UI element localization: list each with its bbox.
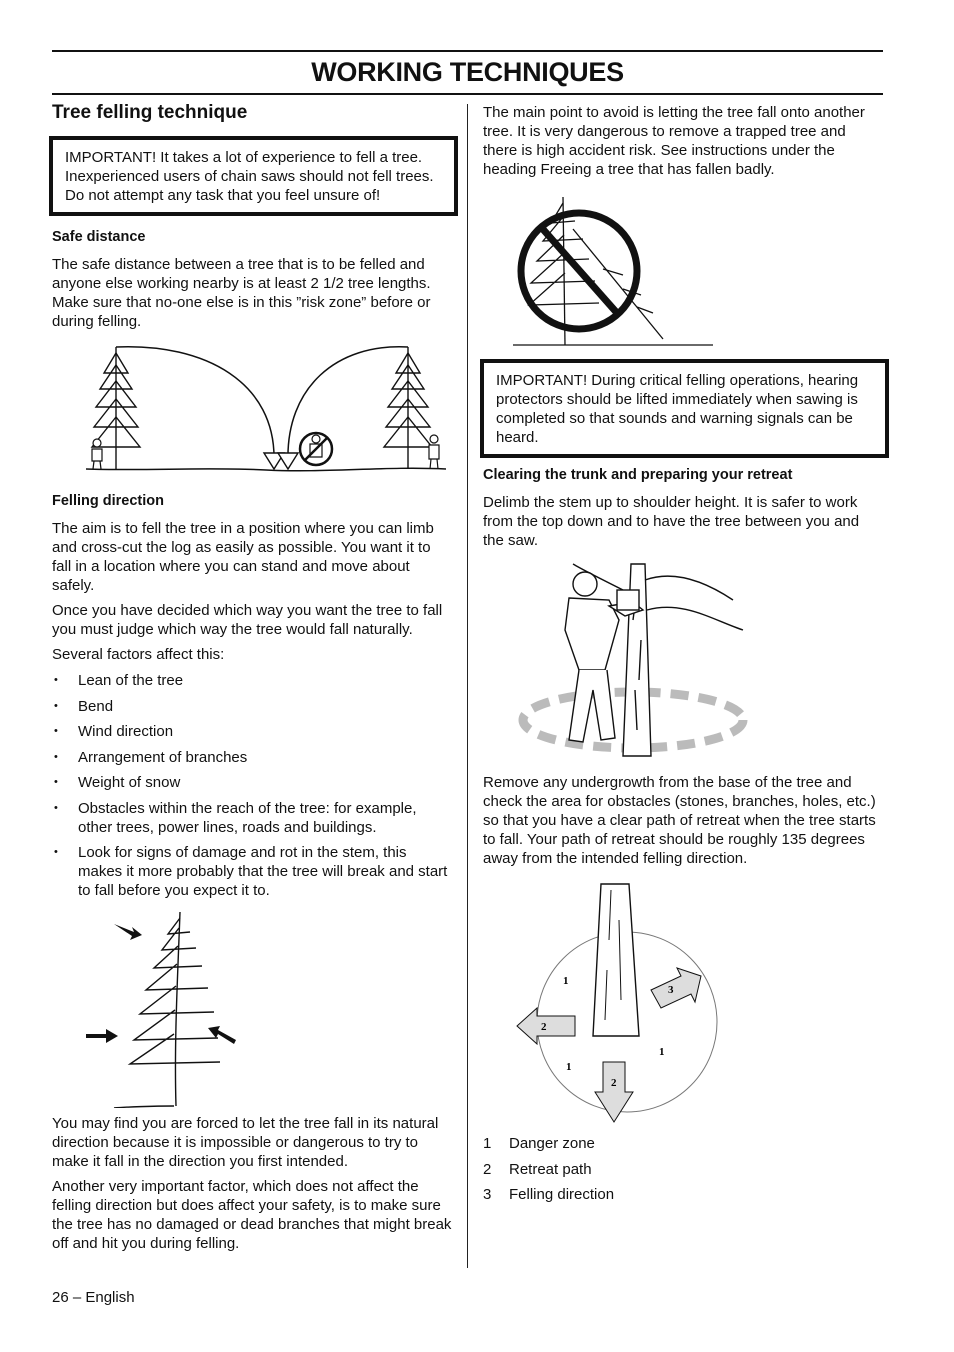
label-danger-zone-top-left: 1 — [563, 975, 569, 987]
right-column — [483, 103, 883, 1211]
retreat-arrow-bottom — [595, 1062, 633, 1122]
column-divider — [467, 104, 468, 1268]
label-felling: 3 — [668, 984, 674, 996]
page-footer: 26 – English — [52, 1289, 135, 1306]
right-fall-arrowhead — [278, 453, 298, 469]
list-item: • Bend — [52, 697, 452, 716]
right-worker-icon — [429, 435, 439, 469]
label-danger-zone-bottom-left: 1 — [566, 1061, 572, 1073]
label-retreat-bottom: 2 — [611, 1077, 617, 1089]
legend-item: 3 Felling direction — [483, 1186, 615, 1203]
tree-onto-tree-illustration — [513, 189, 713, 349]
legend-item: 2 Retreat path — [483, 1160, 592, 1178]
header-rule-bottom — [52, 93, 883, 95]
conifer-tree-icon — [114, 912, 220, 1108]
delimbing-illustration — [513, 560, 753, 760]
important-notice-experience — [49, 136, 458, 216]
label-retreat-left: 2 — [541, 1021, 547, 1033]
wind-arrow-icon — [86, 924, 236, 1044]
important-notice-hearing — [480, 359, 889, 458]
list-item: • Wind direction — [52, 722, 452, 741]
falling-tree-icon — [513, 197, 713, 345]
tree-factors-illustration — [84, 910, 254, 1108]
left-fall-arc — [116, 347, 274, 461]
important-notice-hearing-text: IMPORTANT! During critical felling operations, hearing protectors should be lifted immediately when sawing is completed so that sounds and warning signals can be heard. — [496, 372, 859, 446]
safe-distance-heading: Safe distance — [52, 229, 146, 245]
felling-direction-text-2: Once you have decided which way you want the tree to fall you must judge which way the tree would fall naturally. — [52, 602, 443, 638]
important-notice-text: IMPORTANT! It takes a lot of experience to fell a tree. Inexperienced users of chain saws should not fell trees. Do not attempt any task that you feel unsure of! — [65, 149, 434, 204]
header-rule-top — [52, 50, 883, 52]
list-item: • Obstacles within the reach of the tree: for example, other trees, power lines, roads and buildings. — [52, 799, 452, 837]
natural-direction-text: You may find you are forced to let the tree fall in its natural direction because it is impossible or dangerous to try to make it fall in the direction you first intended. — [52, 1115, 439, 1170]
dead-branches-text: Another very important factor, which does not affect the felling direction but does affect your safety, is to make sure the tree has no damaged or dead branches that might break off and hit you during felling. — [52, 1178, 452, 1252]
felling-direction-heading: Felling direction — [52, 493, 164, 509]
avoid-trapped-tree-text: The main point to avoid is letting the tree fall onto another tree. It is very dangerous to remove a trapped tree and there is high accident risk. See instructions under the heading Freeing a tree that has fallen badly. — [483, 104, 865, 178]
list-item: • Lean of the tree — [52, 671, 452, 690]
prohibited-person-icon — [300, 433, 332, 465]
clearing-heading: Clearing the trunk and preparing your retreat — [483, 467, 793, 483]
felling-direction-text-3: Several factors affect this: — [52, 646, 225, 663]
safe-distance-text: The safe distance between a tree that is to be felled and anyone else working nearby is at least 2 1/2 tree lengths. Make sure that no-one else is in this ”risk zone” before or during felling. — [52, 256, 431, 330]
section-title: Tree felling technique — [52, 102, 248, 123]
ground-line — [86, 468, 446, 471]
left-column — [52, 100, 452, 1253]
diagram-legend — [483, 1134, 883, 1204]
list-item: • Weight of snow — [52, 773, 452, 792]
clearing-text: Delimb the stem up to shoulder height. It is safer to work from the top down and to have the tree between you and the saw. — [483, 494, 860, 549]
list-item: • Look for signs of damage and rot in the stem, this makes it more probably that the tree will break and start to fall before you expect it to. — [52, 843, 452, 900]
list-item: • Arrangement of branches — [52, 748, 452, 767]
legend-item: 1 Danger zone — [483, 1135, 595, 1152]
felling-direction-arrow — [651, 968, 701, 1008]
undergrowth-text: Remove any undergrowth from the base of the tree and check the area for obstacles (stones, branches, holes, etc.) so that you have a clear path of retreat when the tree starts to fall. Your path of retreat should be roughly 135 degrees away from the intended felling direction. — [483, 774, 876, 867]
right-tree-icon — [384, 347, 432, 469]
retreat-path-diagram — [515, 880, 745, 1124]
left-worker-icon — [92, 439, 102, 469]
label-danger-zone-right: 1 — [659, 1046, 665, 1058]
page-title: WORKING TECHNIQUES — [311, 57, 624, 87]
tree-trunk — [593, 884, 639, 1036]
safe-distance-illustration — [86, 343, 446, 483]
felling-direction-text-1: The aim is to fell the tree in a position where you can limb and cross-cut the log as easily as possible. You want it to fall in a location where you can stand and move about safely. — [52, 520, 434, 594]
prohibited-sign-icon — [521, 213, 637, 329]
factors-list — [52, 671, 452, 900]
